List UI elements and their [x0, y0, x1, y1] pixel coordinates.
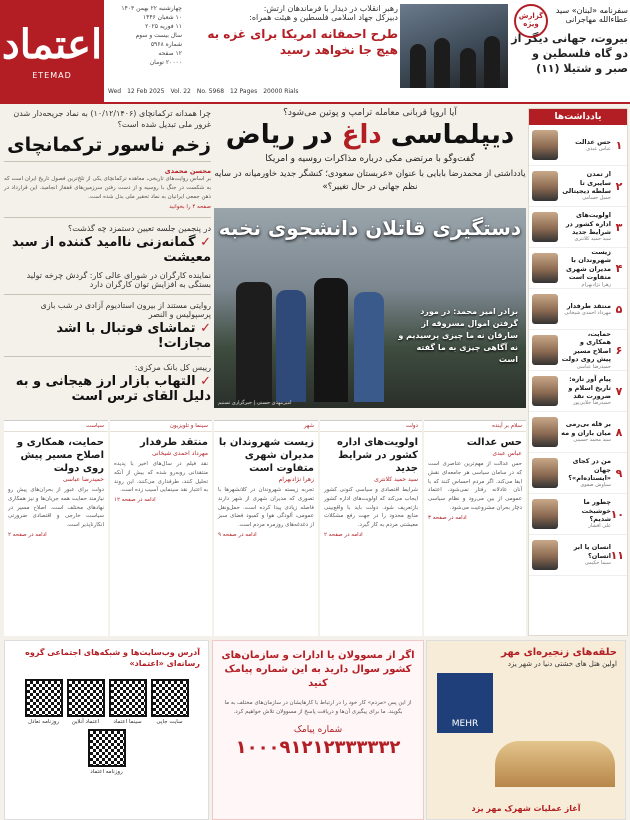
column-government[interactable]: [4, 420, 108, 636]
divider: [4, 161, 211, 162]
memo-item[interactable]: [529, 371, 627, 412]
column-title: حس عدالت: [466, 437, 522, 448]
memo-item[interactable]: [529, 412, 627, 453]
mehr-title: حلقه‌های زنجیره‌ای مهر: [501, 647, 617, 658]
author-portrait: [532, 171, 558, 201]
right-kicker: سفرنامه «لبنان» سید عطاءالله مهاجرانی: [555, 6, 628, 24]
memo-author: سید محمد حسینی: [573, 437, 611, 444]
memo-number: ۱۰: [610, 507, 624, 521]
memo-item[interactable]: [529, 289, 627, 330]
continue-link[interactable]: ادامه در صفحه ۳: [428, 514, 467, 521]
column-city[interactable]: [214, 420, 318, 636]
story-kicker: روایتی مستند از بیرون استادیوم آزادی در شب بازی پرسپولیس و النصر: [40, 300, 211, 319]
column-author: سید حمید کلانتری: [374, 476, 418, 483]
memo-title: [561, 375, 611, 407]
check-icon: ✓: [200, 320, 211, 336]
story-title-text: التهاب بازار ارز هیجانی و به دلیل القای ترس است: [15, 373, 211, 404]
date-line: چهارشنبه ۲۲ بهمن ۱۴۰۳: [121, 5, 182, 12]
newspaper-logo[interactable]: [0, 0, 104, 104]
center-kicker: آیا اروپا قربانی معامله ترامپ و پوتین می‌شود؟: [283, 108, 457, 118]
memo-author: زهرا نژادبهرام: [581, 281, 611, 288]
continue-link[interactable]: ادامه در صفحه ۲: [324, 531, 363, 538]
left-title[interactable]: زخم ناسور ترکمانچای: [7, 134, 211, 157]
center-note: یادداشتی از محمدرضا بابایی با عنوان «عربستان سعودی؛ کنشگر جدید خاورمیانه در سایه نظم جهانی در حال تغییر؟»: [214, 169, 526, 192]
author-portrait: [532, 253, 558, 283]
author-portrait: [532, 335, 558, 365]
date-line: ۱۱ فوریه ۲۰۲۵: [145, 23, 182, 30]
memo-item[interactable]: [529, 248, 627, 289]
column-critic[interactable]: [110, 420, 212, 636]
photo-credit: امیرمهدی حسنی | خبرگزاری تسنیم: [218, 400, 292, 406]
latin-item: Wed: [108, 87, 122, 95]
arrest-photo[interactable]: [214, 208, 526, 408]
memo-author: علی افشار: [588, 523, 611, 530]
latin-item: No. 5968: [196, 87, 225, 95]
qr-block[interactable]: [88, 729, 126, 775]
memo-author: سیاوش صفوی: [580, 482, 611, 489]
lead-kicker: رهبر انقلاب در دیدار با فرماندهان ارتش:: [263, 4, 398, 13]
masthead-right-story[interactable]: [510, 4, 628, 100]
date-info: [104, 4, 182, 82]
memo-number: ۱: [615, 138, 623, 152]
memo-number: ۴: [615, 261, 623, 275]
center-sub: گفت‌وگو با مرتضی مکی درباره مذاکرات روسیه و امریکا: [265, 154, 475, 164]
left-body: بر اساس روایت‌های تاریخی، معاهده ترکمانچای یکی از تلخ‌ترین فصول تاریخ ایران است که به شکست در جنگ با روسیه و از دست رفتن سرزمین‌های قفقاز انجامید. این قرارداد در ذهن جمعی ایرانیان به نماد تحقیر ملی بدل شده است.: [4, 176, 211, 200]
memo-title-text: اولویت‌های اداره کشور در شرایط جدید: [565, 211, 611, 236]
date-line: شماره ۵۹۶۸: [150, 41, 182, 48]
mehr-body: اولین هتل های خشتی دنیا در شهر یزد: [507, 660, 617, 668]
sms-number: ۱۰۰۰۹۱۲۱۲۳۳۳۳۳۲: [235, 736, 401, 758]
photo-figure: [236, 282, 272, 402]
column-title: منتقد طرفدار: [140, 437, 208, 448]
memo-title: [561, 211, 611, 243]
photo-headline: دستگیری قاتلان دانشجوی نخبه: [218, 216, 522, 240]
memo-title-text: انسان یا ابر انسان؟: [573, 543, 611, 560]
building-illustration: [495, 741, 615, 787]
latin-item: Vol. 22: [170, 87, 191, 95]
column-body: نقد فیلم در سال‌های اخیر با پدیده منتقدانی روبه‌رو شده که بیش از آنکه تحلیل کنند، طرفداری می‌کنند. این روند به اعتبار نقد سینمایی آسیب زده است.: [114, 461, 208, 494]
memos-sidebar: [528, 108, 628, 636]
column-author: حمیدرضا عباسی: [62, 476, 104, 483]
photo-figure: [276, 290, 306, 402]
latin-item: 12 Pages: [230, 87, 258, 95]
headline-part: در ریاض: [225, 120, 333, 150]
photo-figure: [460, 48, 476, 88]
author-portrait: [532, 540, 558, 570]
column-author: مهرداد احمدی شیخانی: [151, 450, 208, 457]
headline-red: داغ: [341, 120, 382, 150]
photo-figure: [410, 44, 426, 88]
memo-author: حمیدرضا عباسی: [576, 363, 611, 370]
memo-title-text: حمایت، همکاری و اصلاح مسیر پیش روی دولت: [561, 329, 611, 364]
masthead-lead-story[interactable]: [184, 4, 398, 88]
logo-text: اعتماد: [1, 20, 103, 68]
memo-author: سیما حکیمی: [584, 560, 611, 567]
left-column: [4, 108, 211, 408]
latin-item: 20000 Rials: [263, 87, 299, 95]
qr-label: روزنامه اعتماد: [90, 769, 123, 776]
memo-number: ۲: [615, 179, 623, 193]
continue-link[interactable]: ادامه در صفحه ۱۲: [114, 497, 156, 504]
qr-block[interactable]: [25, 679, 63, 725]
left-kicker: چرا همدانه ترکمانچای (۱۰/۱۲/۱۴۰۶) به نماد جریحه‌دار شدن غرور ملی تبدیل شده است؟: [13, 109, 211, 130]
qr-ad-title: آدرس وب‌سایت‌ها و شبکه‌های اجتماعی گروه رسانه‌ای «اعتماد»: [25, 648, 200, 669]
photo-figure: [484, 36, 500, 88]
check-icon: ✓: [200, 373, 211, 389]
memo-item[interactable]: [529, 207, 627, 248]
continue-link[interactable]: ادامه در صفحه ۲: [8, 531, 47, 538]
story-title-text: گمانه‌زنی ناامید کننده از سبد معیشت: [12, 234, 211, 265]
memo-title: [561, 498, 611, 530]
right-title: بیروت، جهانی دیگر از دو گاه فلسطین و صبر و شتیلا (۱۱): [511, 32, 628, 75]
story-kicker: در پنجمین جلسه تعیین دستمزد چه گذشت؟: [68, 223, 211, 233]
mehr-footer: آغاز عملیات شهرک مهر یزد: [471, 804, 581, 813]
author-portrait: [532, 376, 558, 406]
memos-header: یادداشت‌ها: [529, 109, 627, 125]
photo-figure: [434, 38, 450, 88]
left-author: محسن محمدی: [164, 167, 211, 176]
column-title: اولویت‌های اداره کشور در شرایط جدید: [337, 437, 418, 474]
qr-label: اعتماد آنلاین: [71, 719, 100, 726]
memo-title-text: منتقد طرفدار: [566, 301, 611, 310]
memo-title: [561, 302, 611, 317]
divider: [4, 294, 211, 295]
column-priorities[interactable]: [320, 420, 422, 636]
memo-number: ۶: [615, 343, 623, 357]
story-kicker: نماینده کارگران در شورای عالی کار: گردش چرخه تولید بستگی به افزایش توان کارگران دارد: [26, 270, 211, 289]
memo-title-text: بر قله بی‌رمی میان باران و مه: [561, 420, 611, 437]
sms-ad-title: اگر از مسوولان یا ادارات و سازمان‌های کشور سوال دارید به این شماره پیامک کنید: [221, 650, 415, 689]
football-story[interactable]: [4, 301, 211, 351]
qr-code: [88, 729, 126, 767]
qr-block[interactable]: [151, 679, 189, 725]
memo-item[interactable]: [529, 494, 627, 535]
lead-kicker-2: دبیرکل جهاد اسلامی فلسطین و هیئت همراه:: [249, 13, 398, 22]
author-portrait: [532, 417, 558, 447]
column-section: شهر: [214, 421, 318, 432]
sms-label: شماره پیامک: [293, 724, 343, 735]
column-section: سلام بر آینده: [424, 421, 526, 432]
center-headline: [214, 120, 526, 150]
author-portrait: [532, 212, 558, 242]
memo-item[interactable]: [529, 166, 627, 207]
memo-title-text: زیست شهروندان با مدیران شهری متفاوت است: [566, 247, 611, 282]
qr-block[interactable]: [67, 679, 105, 725]
photo-figure: [314, 278, 348, 402]
memo-number: ۸: [615, 425, 623, 439]
column-section: سیاست: [4, 421, 108, 432]
memo-title-text: چطور ما خوشبخت شدیم؟: [581, 498, 611, 523]
latin-item: 12 Feb 2025: [127, 87, 165, 95]
memo-title-text: حس عدالت: [575, 137, 611, 146]
memo-author: سید حمید کلانتری: [574, 236, 611, 243]
memo-title: [561, 138, 611, 153]
memo-title: [561, 543, 611, 566]
memo-title: [561, 330, 611, 370]
memo-author: حمیدرضا جلایی‌پور: [573, 400, 611, 407]
story-title: [4, 321, 211, 351]
column-body: حس عدالت از مهم‌ترین عناصری است که در سامان سیاسی هر جامعه‌ای نقش ایفا می‌کند. اگر مردم احساس کنند که با آنان عادلانه رفتار نمی‌شود، اعتماد عمومی از بین می‌رود و نظام سیاسی دچار بحران مشروعیت می‌شود.: [428, 461, 522, 511]
column-body: شرایط اقتصادی و سیاسی کنونی کشور ایجاب می‌کند که اولویت‌های اداره کشور بازتعریف شود. دولت باید با واقع‌بینی منابع محدود را در جهت رفع مشکلات معیشتی مردم به کار گیرد.: [324, 487, 418, 529]
column-title: زیست شهروندان با مدیران شهری متفاوت است: [218, 437, 314, 474]
logo-latin: ETEMAD: [32, 70, 72, 80]
headline-part: دیپلماسی: [390, 120, 515, 150]
author-portrait: [532, 499, 558, 529]
column-section: دولت: [320, 421, 422, 432]
wage-story[interactable]: [4, 224, 211, 289]
memo-title-text: من در کجای جهان «ایستاده‌ام»؟: [568, 457, 611, 482]
memo-title: [561, 420, 611, 443]
photo-caption: برادر امیر محمد: در مورد گرفتن اموال مسروقه از سارقان نه ما چیزی پرسیدیم و نه آگاهی چیزی به ما گفته است: [398, 307, 518, 364]
special-report-badge: گزارش ویژه: [514, 4, 548, 38]
check-icon: ✓: [200, 234, 211, 250]
date-line: سال بیست و سوم: [135, 32, 182, 39]
mehr-hotel-ad[interactable]: [426, 640, 626, 820]
column-author: زهرا نژادبهرام: [278, 476, 314, 483]
memo-number: ۵: [615, 302, 623, 316]
memo-number: ۳: [615, 220, 623, 234]
memo-author: مهرداد احمدی شیخانی: [564, 309, 611, 316]
memo-number: ۹: [615, 466, 623, 480]
column-body: دولت برای عبور از بحران‌های پیش رو نیازمند حمایت همه جریان‌ها و نیز همکاری نهادهای مختلف است. اصلاح مسیر در سیاست خارجی و اقتصادی ضرورتی انکارناپذیر است.: [8, 487, 104, 529]
divider: [4, 217, 211, 218]
photo-figure: [354, 292, 384, 402]
story-title: [4, 235, 211, 265]
author-portrait: [532, 458, 558, 488]
lead-title: طرح احمقانه امریکا برای غزه به هیچ جا نخواهد رسید: [207, 27, 398, 58]
qr-label: روزنامه تعادل: [27, 719, 60, 726]
sms-ad-body: از این پس «مردم» کار خود را در ارتباط با کارهایشان در سازمان‌های مختلف به ما بگویند. ما برای پیگیری آن‌ها و دریافت پاسخ از مسوولان تلاش خواهیم کرد.: [224, 700, 412, 715]
column-author: عباس عبدی: [492, 450, 522, 457]
leader-meeting-photo: [400, 4, 508, 88]
memo-author: جمیل حسامی: [582, 195, 611, 202]
memo-item[interactable]: [529, 125, 627, 166]
qr-block[interactable]: [109, 679, 147, 725]
currency-story[interactable]: [4, 363, 211, 404]
memo-title: [561, 248, 611, 288]
memo-number: ۷: [615, 384, 623, 398]
qr-label: سینما اعتماد: [113, 719, 142, 726]
qr-code: [67, 679, 105, 717]
memo-title: [561, 457, 611, 489]
date-line: ۱۰ شعبان ۱۴۴۶: [142, 14, 182, 21]
divider: [4, 356, 211, 357]
date-line: ۱۲ صفحه: [158, 50, 182, 57]
continue-link[interactable]: ادامه در صفحه ۹: [218, 531, 257, 538]
column-body: تجربه زیسته شهروندان در کلانشهرها با تصوری که مدیران شهری از شهر دارند فاصله زیادی پیدا کرده است. حمل‌ونقل عمومی، آلودگی هوا و کمبود فضای سبز از دغدغه‌های روزمره مردم است.: [218, 487, 314, 529]
story-title: [4, 374, 211, 404]
qr-code: [109, 679, 147, 717]
qr-codes-ad: [4, 640, 209, 820]
qr-code: [25, 679, 63, 717]
story-title-text: تماشای فوتبال با اشد مجازات!: [56, 320, 211, 351]
qr-code: [151, 679, 189, 717]
memo-title: [561, 170, 611, 202]
memo-item[interactable]: [529, 535, 627, 576]
memo-number: ۱۱: [610, 548, 624, 562]
column-title: حمایت، همکاری و اصلاح مسیر پیش روی دولت: [16, 437, 104, 474]
date-line: ۲۰۰۰۰ تومان: [149, 59, 182, 66]
mehr-brand-logo: MEHR: [437, 673, 493, 733]
memo-title-text: از تمدن سایبری تا سلطه دیجیتالی: [562, 170, 611, 195]
memo-author: عباس عبدی: [586, 145, 611, 152]
memo-item[interactable]: [529, 330, 627, 371]
sms-ad[interactable]: [212, 640, 424, 820]
author-portrait: [532, 294, 558, 324]
story-kicker: رییس کل بانک مرکزی:: [134, 362, 211, 372]
see-more-link[interactable]: صفحه ۴ را بخوانید: [169, 203, 211, 210]
column-section: سینما و تلویزیون: [110, 421, 212, 432]
author-portrait: [532, 130, 558, 160]
memo-title-text: پیام آور تازه: تاریخ اسلام و ضرورت نقد: [568, 375, 611, 400]
column-justice[interactable]: [424, 420, 526, 636]
qr-label: سایت جاپی: [156, 719, 183, 726]
memo-item[interactable]: [529, 453, 627, 494]
